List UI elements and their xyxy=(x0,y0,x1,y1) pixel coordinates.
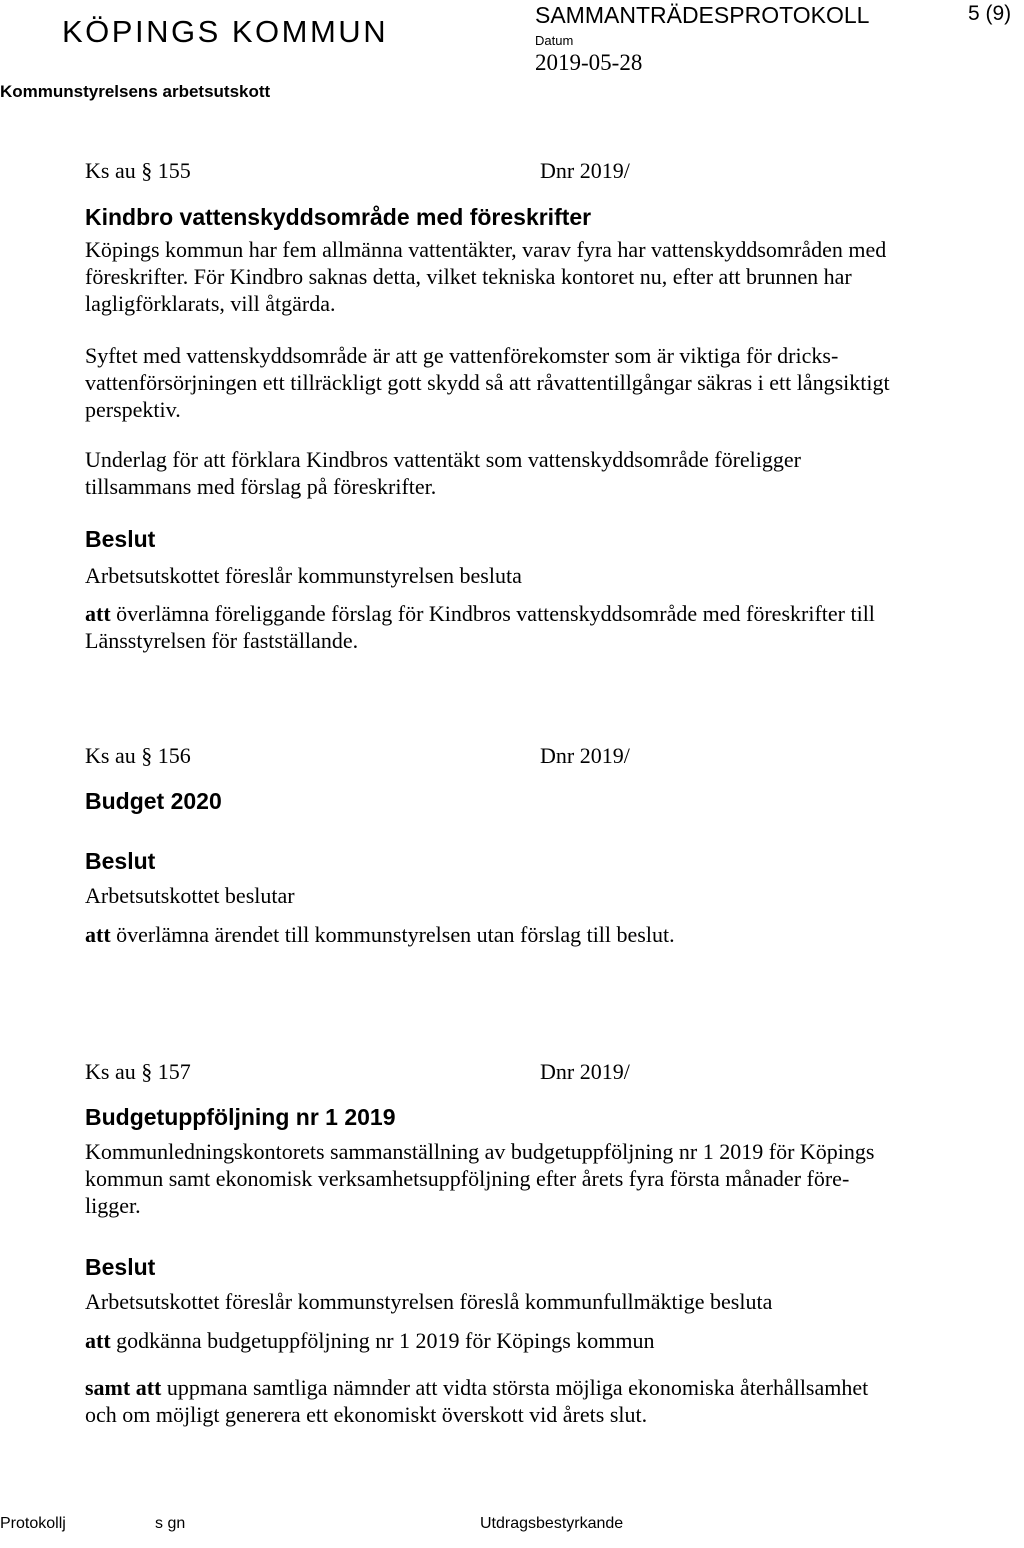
decision-label: Beslut xyxy=(85,1254,156,1280)
section-ref: Ks au § 157 xyxy=(85,1059,191,1084)
date-value: 2019-05-28 xyxy=(535,50,643,75)
page-number: 5 (9) xyxy=(968,2,1012,25)
decision-intro: Arbetsutskottet föreslår kommunstyrelsen besluta xyxy=(85,563,522,588)
footer-signature-label: s gn xyxy=(155,1515,186,1532)
section-dnr: Dnr 2019/ xyxy=(540,743,630,768)
paragraph: Syftet med vattenskyddsområde är att ge vattenförekomster som är viktiga för dricks- vattenförsörjningen ett tillräckligt gott skydd så att råvattentillgångar säkras i ett långsiktigt perspektiv. xyxy=(85,343,890,422)
decision-keyword: att xyxy=(85,601,111,626)
committee-name: Kommunstyrelsens arbetsutskott xyxy=(0,82,271,101)
decision-item: att godkänna budgetuppföljning nr 1 2019 för Köpings kommun xyxy=(85,1328,655,1353)
decision-label: Beslut xyxy=(85,848,156,874)
decision-keyword: att xyxy=(85,922,111,947)
footer-certification-label: Utdragsbestyrkande xyxy=(480,1515,624,1532)
decision-keyword: samt att xyxy=(85,1375,162,1400)
section-title: Budget 2020 xyxy=(85,788,222,814)
decision-intro: Arbetsutskottet föreslår kommunstyrelsen föreslå kommunfullmäktige besluta xyxy=(85,1289,773,1314)
decision-item: att överlämna ärendet till kommunstyrelsen utan förslag till beslut. xyxy=(85,922,675,947)
section-dnr: Dnr 2019/ xyxy=(540,158,630,183)
decision-label: Beslut xyxy=(85,526,156,552)
municipality-name: KÖPINGS KOMMUN xyxy=(62,14,389,49)
document-type: SAMMANTRÄDESPROTOKOLL xyxy=(535,2,870,28)
decision-intro: Arbetsutskottet beslutar xyxy=(85,883,295,908)
section-title: Kindbro vattenskyddsområde med föreskrifter xyxy=(85,204,592,230)
paragraph: Köpings kommun har fem allmänna vattentäkter, varav fyra har vattenskyddsområden med föreskrifter. För Kindbro saknas detta, vilket tekniska kontoret nu, efter att brunnen har lagligförklarats, vill åtgärda. xyxy=(85,237,887,316)
date-label: Datum xyxy=(535,33,574,48)
decision-item: samt att uppmana samtliga nämnder att vidta största möjliga ekonomiska återhållsamhet och om möjligt generera ett ekonomiskt överskott vid årets slut. xyxy=(85,1375,869,1427)
footer-protocol-label: Protokollj xyxy=(0,1515,66,1532)
decision-item: att överlämna föreliggande förslag för Kindbros vattenskyddsområde med föreskrifter till Länsstyrelsen för fastställande. xyxy=(85,601,875,653)
section-ref: Ks au § 156 xyxy=(85,743,191,768)
section-ref: Ks au § 155 xyxy=(85,158,191,183)
paragraph: Kommunledningskontorets sammanställning av budgetuppföljning nr 1 2019 för Köpings kommun samt ekonomisk verksamhetsuppföljning efter årets fyra första månader före- ligger. xyxy=(85,1139,875,1218)
section-title: Budgetuppföljning nr 1 2019 xyxy=(85,1104,396,1130)
section-dnr: Dnr 2019/ xyxy=(540,1059,630,1084)
decision-keyword: att xyxy=(85,1328,111,1353)
paragraph: Underlag för att förklara Kindbros vattentäkt som vattenskyddsområde föreligger tillsammans med förslag på föreskrifter. xyxy=(85,447,801,499)
